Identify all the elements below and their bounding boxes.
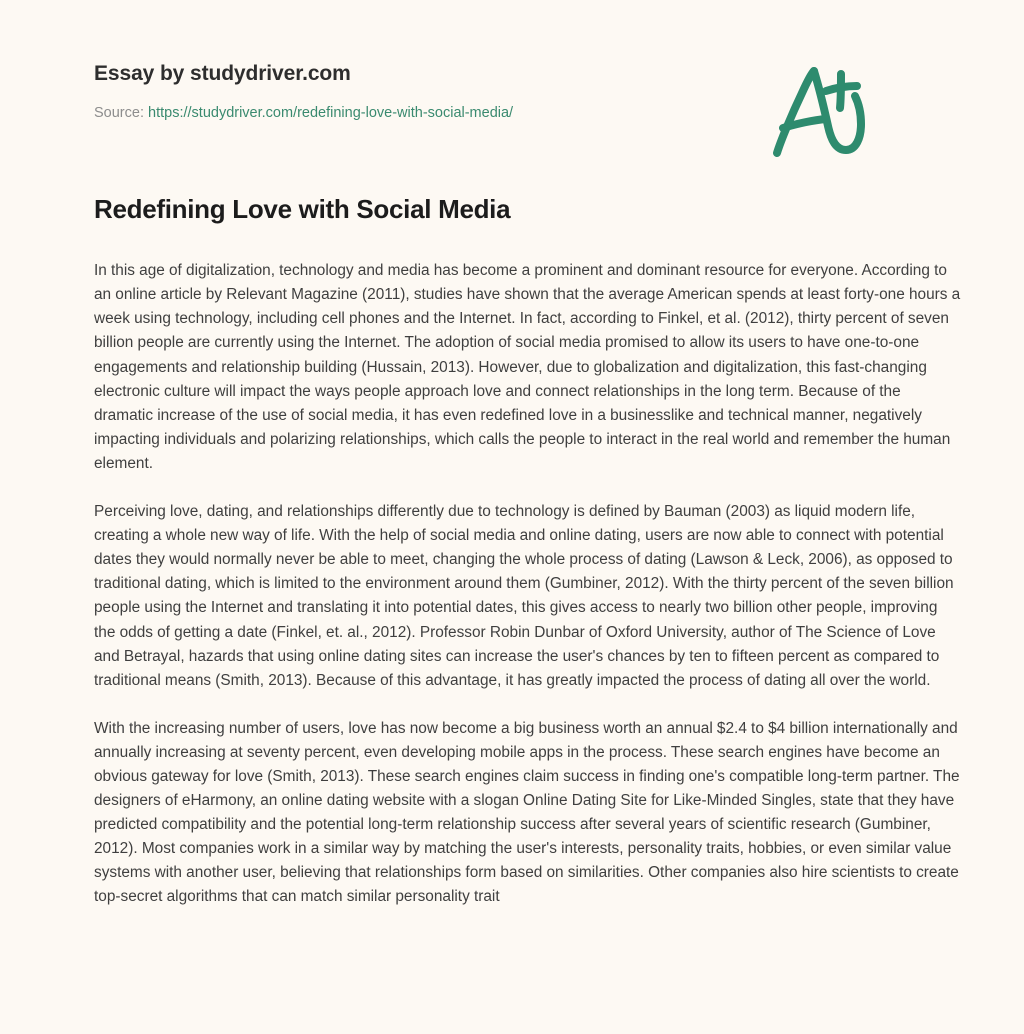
byline: Essay by studydriver.com (94, 62, 351, 85)
document-header (70, 0, 954, 122)
source-label: Source: (94, 105, 144, 122)
article (94, 194, 962, 910)
paragraph: Perceiving love, dating, and relationships differently due to technology is defined by Bauman (2003) as liquid modern life, creating a whole new way of life. With the help of social media and online dating, users are now able to connect with potential dates they would normally never be able to meet, changing the whole process of dating (Lawson & Leck, 2006), as opposed to traditional dating, which is limited to the environment around them (Gumbiner, 2012). With the thirty percent of the seven billion people using the Internet and translating it into potential dates, this gives access to nearly two billion other people, improving the odds of getting a date (Finkel, et. al., 2012). Professor Robin Dunbar of Oxford University, author of The Science of Love and Betrayal, hazards that using online dating sites can increase the user's chances by ten to fifteen percent as compared to traditional means (Smith, 2013). Because of this advantage, it has greatly impacted the process of dating all over the world. (94, 503, 954, 689)
article-body (94, 259, 962, 909)
page-title: Redefining Love with Social Media (94, 194, 511, 224)
paragraph: With the increasing number of users, love has now become a big business worth an annual $2.4 to $4 billion internationally and annually increasing at seventy percent, even developing mobile apps in the process. These search engines have become an obvious gateway for love (Smith, 2013). These search engines claim success in finding one's compatible long-term partner. The designers of eHarmony, an online dating website with a slogan Online Dating Site for Like-Minded Singles, state that they have predicted compatibility and the potential long-term relationship success after several years of scientific research (Gumbiner, 2012). Most companies work in a similar way by matching the user's interests, personality traits, hobbies, or even similar value systems with another user, believing that relationships form based on similarities. Other companies also hire scientists to create top-secret algorithms that can match similar personality trait (94, 719, 960, 906)
studydriver-a-plus-logo-icon (762, 58, 870, 162)
paragraph: In this age of digitalization, technology and media has become a prominent and dominant resource for everyone. According to an online article by Relevant Magazine (2011), studies have shown that the average American spends at least forty-one hours a week using technology, including cell phones and the Internet. In fact, according to Finkel, et al. (2012), thirty percent of seven billion people are currently using the Internet. The adoption of social media promised to allow its users to have one-to-one engagements and relationship building (Hussain, 2013). However, due to globalization and digitalization, this fast-changing electronic culture will impact the ways people approach love and connect relationships in the long term. Because of the dramatic increase of the use of social media, it has even redefined love in a businesslike and technical manner, negatively impacting individuals and polarizing relationships, which calls the people to interact in the real world and remember the human element. (94, 262, 961, 472)
source-url-link[interactable]: https://studydriver.com/redefining-love-with-social-media/ (148, 105, 514, 122)
